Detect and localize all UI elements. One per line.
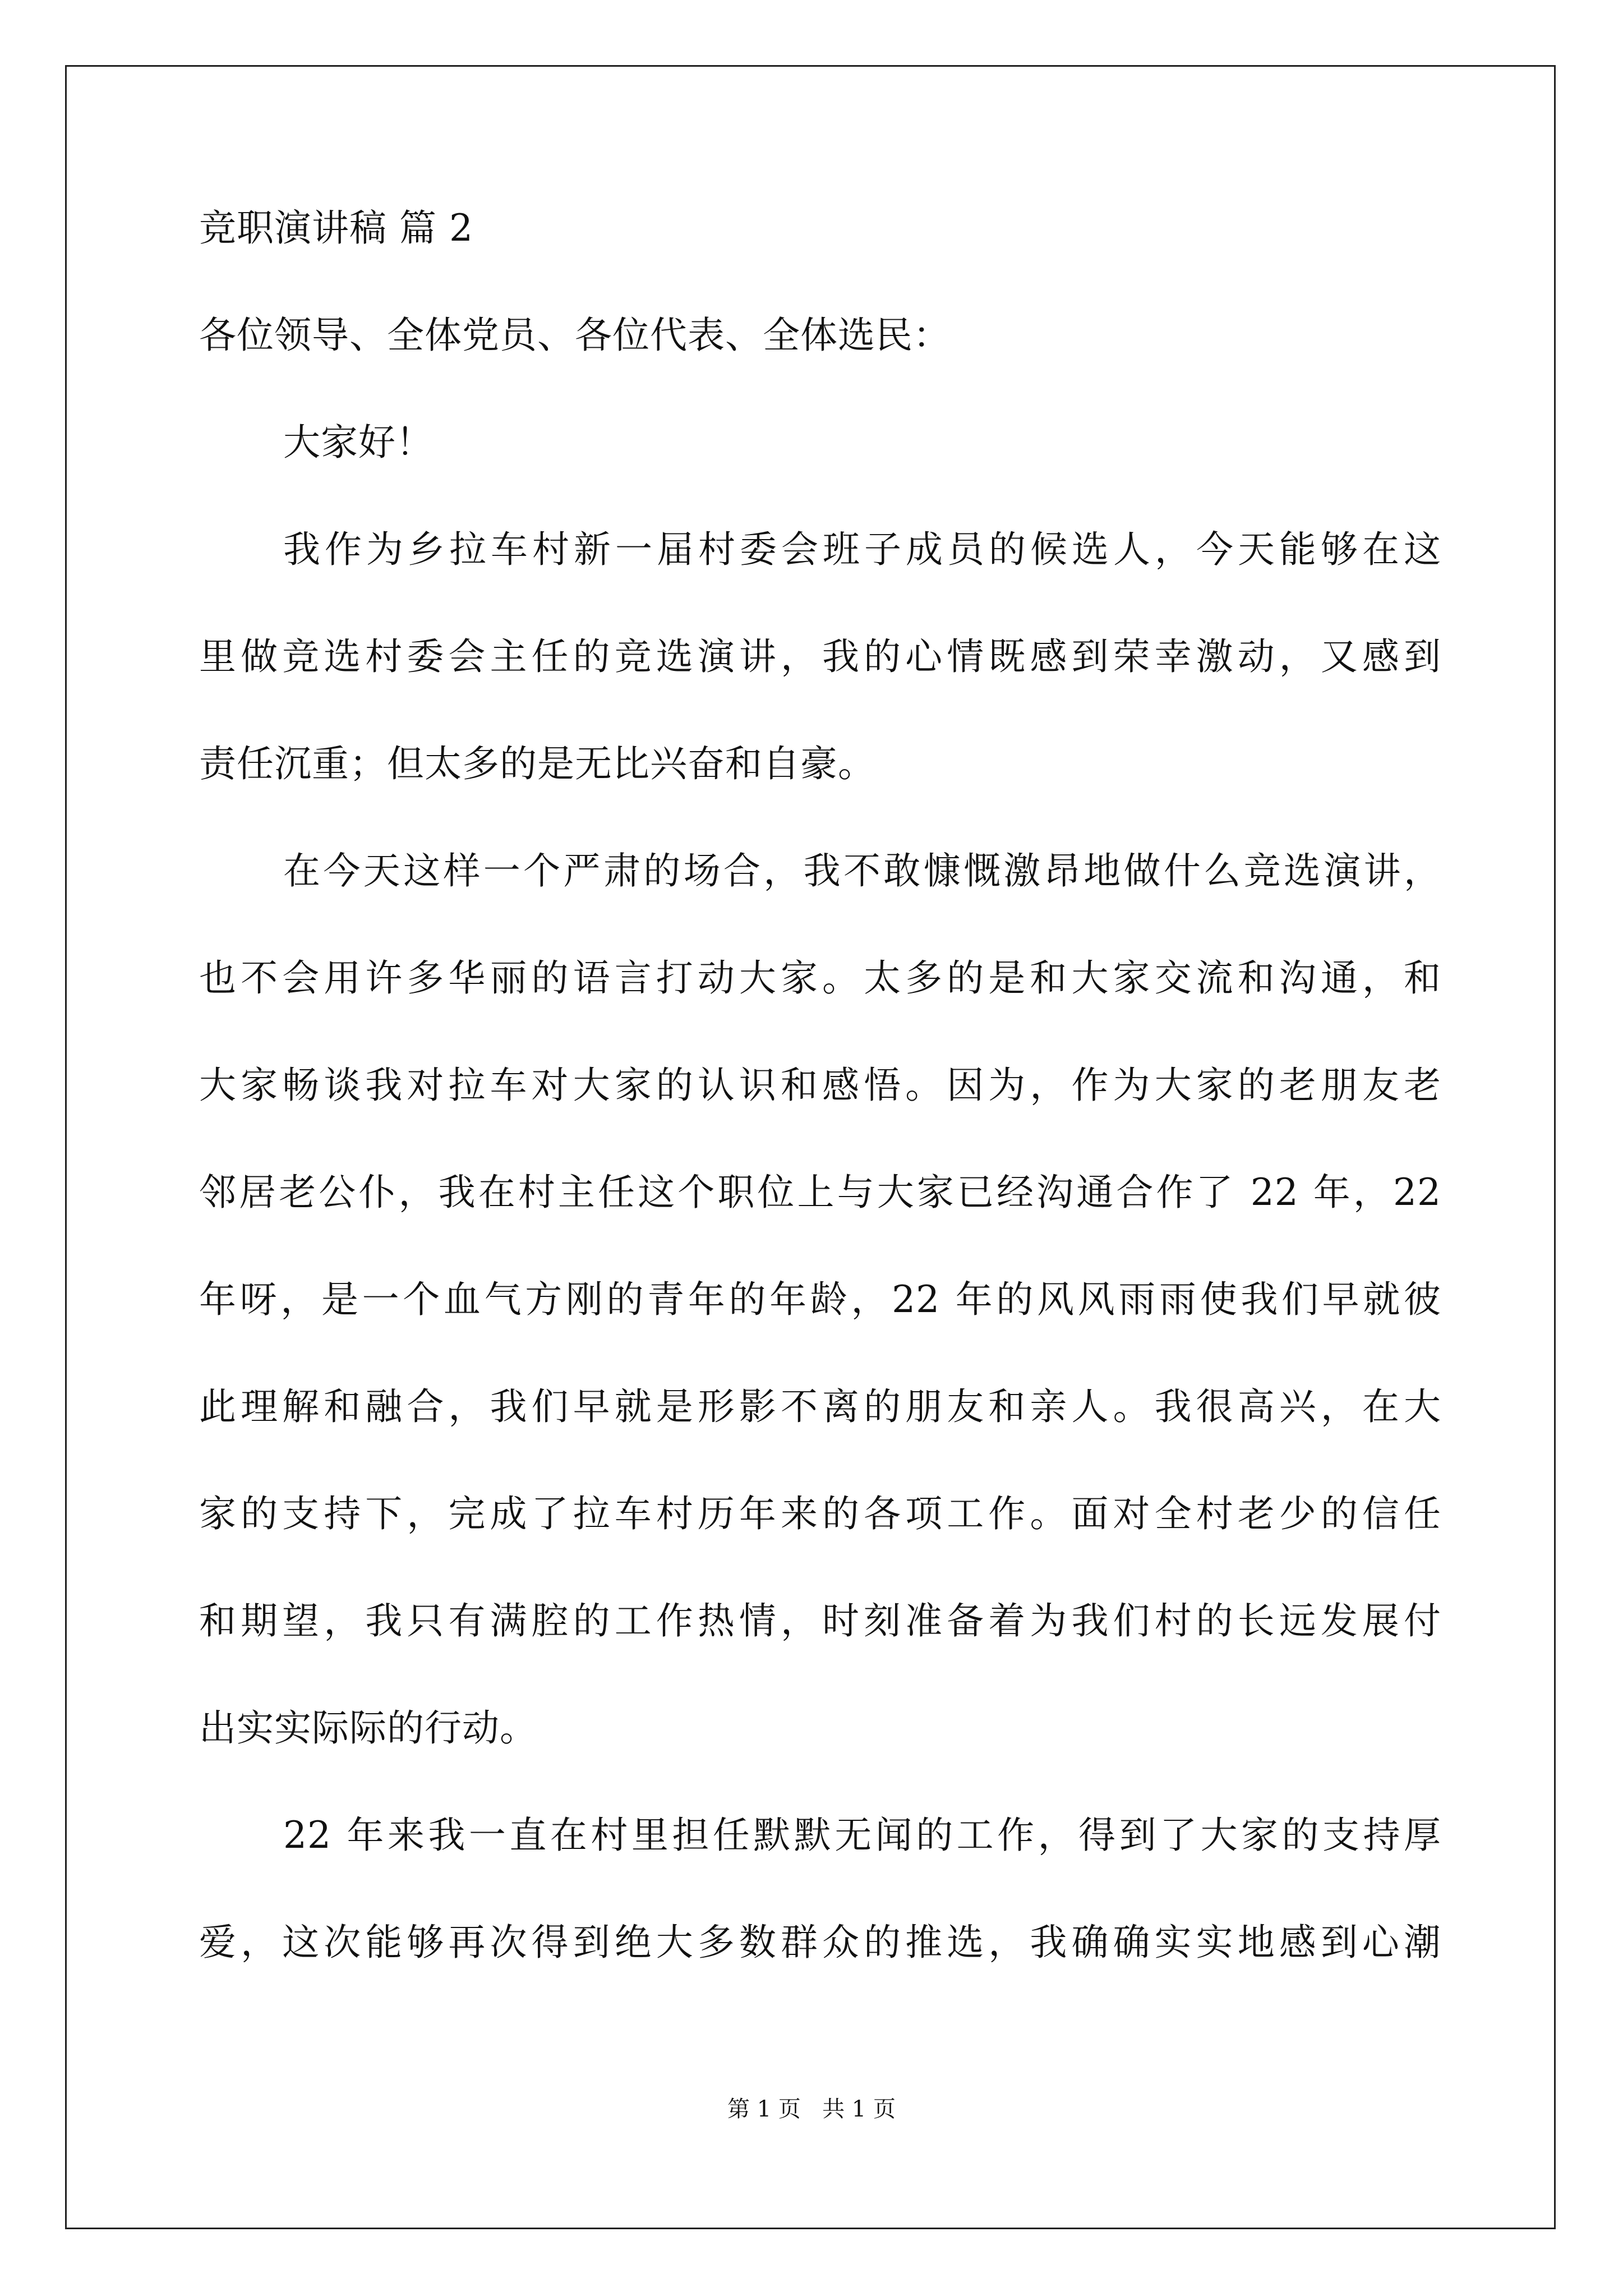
document-body	[199, 208, 1441, 2029]
salutation: 各位领导、全体党员、各位代表、全体选民：	[199, 314, 951, 357]
paragraph-line: 大家畅谈我对拉车对大家的认识和感悟。因为，作为大家的老朋友老	[199, 1064, 1441, 1107]
page-footer: 第 1 页 共 1 页	[727, 2096, 896, 2122]
paragraph-line: 出实实际际的行动。	[199, 1706, 537, 1750]
paragraph-line: 爱，这次能够再次得到绝大多数群众的推选，我确确实实地感到心潮	[199, 1921, 1441, 1964]
paragraph-line: 里做竞选村委会主任的竞选演讲，我的心情既感到荣幸激动，又感到	[199, 635, 1441, 678]
paragraph-line: 也不会用许多华丽的语言打动大家。太多的是和大家交流和沟通，和	[199, 956, 1441, 1000]
paragraph-line: 在今天这样一个严肃的场合，我不敢慷慨激昂地做什么竞选演讲，	[283, 849, 1441, 892]
greeting: 大家好！	[283, 421, 434, 464]
paragraph-line: 家的支持下，完成了拉车村历年来的各项工作。面对全村老少的信任	[199, 1492, 1441, 1535]
paragraph-line: 责任沉重；但太多的是无比兴奋和自豪。	[199, 742, 875, 785]
paragraph-line: 22 年来我一直在村里担任默默无闻的工作，得到了大家的支持厚	[283, 1814, 1441, 1857]
paragraph-line: 和期望，我只有满腔的工作热情，时刻准备着为我们村的长远发展付	[199, 1599, 1441, 1642]
paragraph-line: 邻居老公仆，我在村主任这个职位上与大家已经沟通合作了 22 年，22	[199, 1171, 1441, 1214]
paragraph-line: 年呀，是一个血气方刚的青年的年龄，22 年的风风雨雨使我们早就彼	[199, 1278, 1441, 1321]
paragraph-line: 我作为乡拉车村新一届村委会班子成员的候选人，今天能够在这	[283, 528, 1441, 571]
paragraph-line: 此理解和融合，我们早就是形影不离的朋友和亲人。我很高兴，在大	[199, 1385, 1441, 1428]
document-title: 竞职演讲稿 篇 2	[199, 206, 473, 250]
